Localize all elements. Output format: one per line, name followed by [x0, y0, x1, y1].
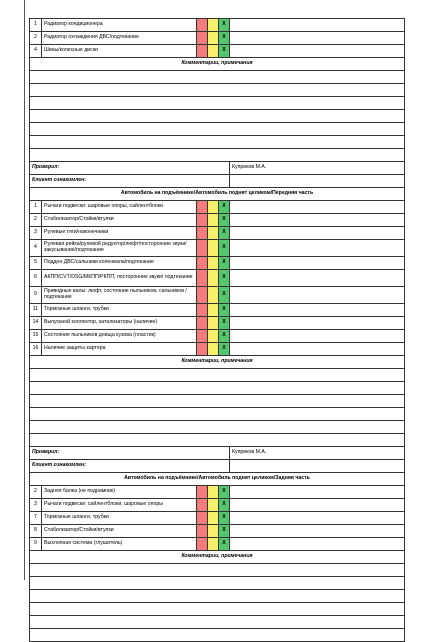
- comment-line[interactable]: [30, 590, 405, 603]
- item-label: Рычаги подвески: сайлентблоки, шаровые опоры: [42, 499, 197, 512]
- status-green-cell[interactable]: X: [219, 343, 230, 356]
- status-green-cell[interactable]: X: [219, 270, 230, 287]
- notes-cell[interactable]: [230, 525, 405, 538]
- section-header-rear: Автомобиль на подъёмнике/Автомобиль поднят целиком/Задняя часть: [30, 473, 405, 486]
- status-green-cell[interactable]: X: [219, 330, 230, 343]
- status-red-cell[interactable]: [197, 32, 208, 45]
- table-row: [30, 214, 405, 227]
- table-row: [30, 240, 405, 257]
- item-label: Поддон ДВС/сальники коленвала/подтекание: [42, 257, 197, 270]
- status-yellow-cell[interactable]: [208, 214, 219, 227]
- item-label: Стабилизатор/Стойки/втулки: [42, 214, 197, 227]
- status-red-cell[interactable]: [197, 201, 208, 214]
- status-yellow-cell[interactable]: [208, 32, 219, 45]
- item-number: 16: [30, 343, 42, 356]
- table-row: [30, 317, 405, 330]
- status-yellow-cell[interactable]: [208, 240, 219, 257]
- status-yellow-cell[interactable]: [208, 45, 219, 58]
- status-red-cell[interactable]: [197, 486, 208, 499]
- status-yellow-cell[interactable]: [208, 270, 219, 287]
- status-red-cell[interactable]: [197, 304, 208, 317]
- status-green-cell[interactable]: X: [219, 499, 230, 512]
- comment-line[interactable]: [30, 123, 405, 136]
- status-red-cell[interactable]: [197, 287, 208, 304]
- status-red-cell[interactable]: [197, 227, 208, 240]
- table-row: [30, 32, 405, 45]
- item-number: 1: [30, 201, 42, 214]
- table-row: [30, 330, 405, 343]
- notes-cell[interactable]: [230, 45, 405, 58]
- comment-line[interactable]: [30, 603, 405, 616]
- item-number: 7: [30, 512, 42, 525]
- item-number: 3: [30, 227, 42, 240]
- item-number: 5: [30, 257, 42, 270]
- comment-line[interactable]: [30, 616, 405, 629]
- comment-line[interactable]: [30, 84, 405, 97]
- table-row: [30, 19, 405, 32]
- table-row: [30, 304, 405, 317]
- margin-line: [24, 0, 25, 580]
- section-header-front: Автомобиль на подъёмнике/Автомобиль поднят целиком/Передняя часть: [30, 188, 405, 201]
- status-green-cell[interactable]: X: [219, 32, 230, 45]
- status-yellow-cell[interactable]: [208, 287, 219, 304]
- status-red-cell[interactable]: [197, 499, 208, 512]
- notes-cell[interactable]: [230, 330, 405, 343]
- item-label: Выпускной коллектор, катализаторы (наличие): [42, 317, 197, 330]
- status-green-cell[interactable]: X: [219, 486, 230, 499]
- item-number: 9: [30, 538, 42, 551]
- client-acknowledged-label: Клиент ознакомлен:: [30, 175, 230, 188]
- notes-cell[interactable]: [230, 486, 405, 499]
- status-green-cell[interactable]: X: [219, 257, 230, 270]
- checked-by-label: Проверил:: [30, 162, 230, 175]
- item-number: 8: [30, 525, 42, 538]
- comments-heading: Комментарии, примечания: [30, 356, 405, 369]
- comment-line[interactable]: [30, 434, 405, 447]
- status-red-cell[interactable]: [197, 330, 208, 343]
- status-green-cell[interactable]: X: [219, 227, 230, 240]
- status-red-cell[interactable]: [197, 214, 208, 227]
- notes-cell[interactable]: [230, 287, 405, 304]
- notes-cell[interactable]: [230, 538, 405, 551]
- item-label: Рулевые тяги/наконечники: [42, 227, 197, 240]
- status-yellow-cell[interactable]: [208, 330, 219, 343]
- table-row: [30, 270, 405, 287]
- status-green-cell[interactable]: X: [219, 19, 230, 32]
- status-red-cell[interactable]: [197, 525, 208, 538]
- checked-by-label: Проверил:: [30, 447, 230, 460]
- notes-cell[interactable]: [230, 499, 405, 512]
- notes-cell[interactable]: [230, 19, 405, 32]
- status-yellow-cell[interactable]: [208, 486, 219, 499]
- client-signature-field[interactable]: [230, 460, 405, 473]
- comment-line[interactable]: [30, 382, 405, 395]
- item-number: 6: [30, 270, 42, 287]
- checklist-table-top: [29, 18, 405, 642]
- table-row: [30, 512, 405, 525]
- status-green-cell[interactable]: X: [219, 287, 230, 304]
- comment-line[interactable]: [30, 421, 405, 434]
- status-yellow-cell[interactable]: [208, 304, 219, 317]
- status-yellow-cell[interactable]: [208, 499, 219, 512]
- item-label: Задняя балка (не подрамник): [42, 486, 197, 499]
- status-red-cell[interactable]: [197, 538, 208, 551]
- notes-cell[interactable]: [230, 343, 405, 356]
- notes-cell[interactable]: [230, 214, 405, 227]
- status-green-cell[interactable]: X: [219, 214, 230, 227]
- comments-heading: Комментарии, примечания: [30, 551, 405, 564]
- status-yellow-cell[interactable]: [208, 317, 219, 330]
- status-yellow-cell[interactable]: [208, 227, 219, 240]
- comment-line[interactable]: [30, 149, 405, 162]
- table-row: [30, 499, 405, 512]
- comment-line[interactable]: [30, 408, 405, 421]
- item-label: Рулевая рейка/рулевой редуктор/люфт/посторонние звуки/закусывание/подтекание: [42, 240, 197, 257]
- item-number: 2: [30, 486, 42, 499]
- item-number: 3: [30, 499, 42, 512]
- status-yellow-cell[interactable]: [208, 343, 219, 356]
- comment-line[interactable]: [30, 629, 405, 642]
- notes-cell[interactable]: [230, 317, 405, 330]
- item-number: 11: [30, 304, 42, 317]
- notes-cell[interactable]: [230, 201, 405, 214]
- notes-cell[interactable]: [230, 257, 405, 270]
- comment-line[interactable]: [30, 110, 405, 123]
- status-green-cell[interactable]: X: [219, 201, 230, 214]
- status-red-cell[interactable]: [197, 343, 208, 356]
- table-row: [30, 257, 405, 270]
- status-red-cell[interactable]: [197, 19, 208, 32]
- status-yellow-cell[interactable]: [208, 201, 219, 214]
- status-green-cell[interactable]: X: [219, 525, 230, 538]
- status-red-cell[interactable]: [197, 257, 208, 270]
- comment-line[interactable]: [30, 71, 405, 84]
- status-yellow-cell[interactable]: [208, 257, 219, 270]
- status-red-cell[interactable]: [197, 512, 208, 525]
- table-row: [30, 525, 405, 538]
- notes-cell[interactable]: [230, 240, 405, 257]
- item-label: Радиатор охлаждения ДВС/подтекание: [42, 32, 197, 45]
- notes-cell[interactable]: [230, 227, 405, 240]
- item-label: Стабилизатор/Стойки/втулки: [42, 525, 197, 538]
- notes-cell[interactable]: [230, 32, 405, 45]
- table-row: [30, 538, 405, 551]
- item-label: Рычаги подвески: шаровые опоры, сайлентблоки: [42, 201, 197, 214]
- status-red-cell[interactable]: [197, 317, 208, 330]
- table-row: [30, 201, 405, 214]
- item-number: 2: [30, 214, 42, 227]
- status-red-cell[interactable]: [197, 240, 208, 257]
- status-yellow-cell[interactable]: [208, 525, 219, 538]
- item-number: 2: [30, 32, 42, 45]
- comments-heading: Комментарии, примечания: [30, 58, 405, 71]
- comment-line[interactable]: [30, 564, 405, 577]
- item-number: 9: [30, 287, 42, 304]
- status-red-cell[interactable]: [197, 270, 208, 287]
- checked-by-value: Куприков М.А.: [230, 447, 405, 460]
- client-signature-field[interactable]: [230, 175, 405, 188]
- client-acknowledged-label: Клиент ознакомлен:: [30, 460, 230, 473]
- table-row: [30, 227, 405, 240]
- item-number: 1: [30, 19, 42, 32]
- item-number: 14: [30, 317, 42, 330]
- table-row: [30, 486, 405, 499]
- item-number: 15: [30, 330, 42, 343]
- status-red-cell[interactable]: [197, 45, 208, 58]
- notes-cell[interactable]: [230, 512, 405, 525]
- status-green-cell[interactable]: X: [219, 317, 230, 330]
- item-label: АКПП/CVT/DSG/МКПП/РКПП, посторонние звуки/ подтекание: [42, 270, 197, 287]
- status-green-cell[interactable]: X: [219, 45, 230, 58]
- item-label: Наличие защиты картера: [42, 343, 197, 356]
- comment-line[interactable]: [30, 395, 405, 408]
- status-green-cell[interactable]: X: [219, 512, 230, 525]
- status-yellow-cell[interactable]: [208, 538, 219, 551]
- item-label: Приводные валы: люфт, состояние пыльников, сальников / подтекание: [42, 287, 197, 304]
- status-green-cell[interactable]: X: [219, 240, 230, 257]
- item-label: Выхлопная система (глушитель): [42, 538, 197, 551]
- table-row: [30, 45, 405, 58]
- checked-by-value: Куприков М.А.: [230, 162, 405, 175]
- status-green-cell[interactable]: X: [219, 304, 230, 317]
- item-label: Состояние пыльников днища кузова (пластик): [42, 330, 197, 343]
- notes-cell[interactable]: [230, 304, 405, 317]
- item-label: Шины/колесные диски: [42, 45, 197, 58]
- item-label: Тормозные шланги, трубки: [42, 304, 197, 317]
- notes-cell[interactable]: [230, 270, 405, 287]
- comment-line[interactable]: [30, 97, 405, 110]
- table-row: [30, 287, 405, 304]
- item-label: Радиатор кондиционера: [42, 19, 197, 32]
- comment-line[interactable]: [30, 136, 405, 149]
- item-label: Тормозные шланги, трубки: [42, 512, 197, 525]
- table-row: [30, 343, 405, 356]
- item-number: 4: [30, 240, 42, 257]
- status-yellow-cell[interactable]: [208, 19, 219, 32]
- item-number: 4: [30, 45, 42, 58]
- comment-line[interactable]: [30, 577, 405, 590]
- status-yellow-cell[interactable]: [208, 512, 219, 525]
- status-green-cell[interactable]: X: [219, 538, 230, 551]
- comment-line[interactable]: [30, 369, 405, 382]
